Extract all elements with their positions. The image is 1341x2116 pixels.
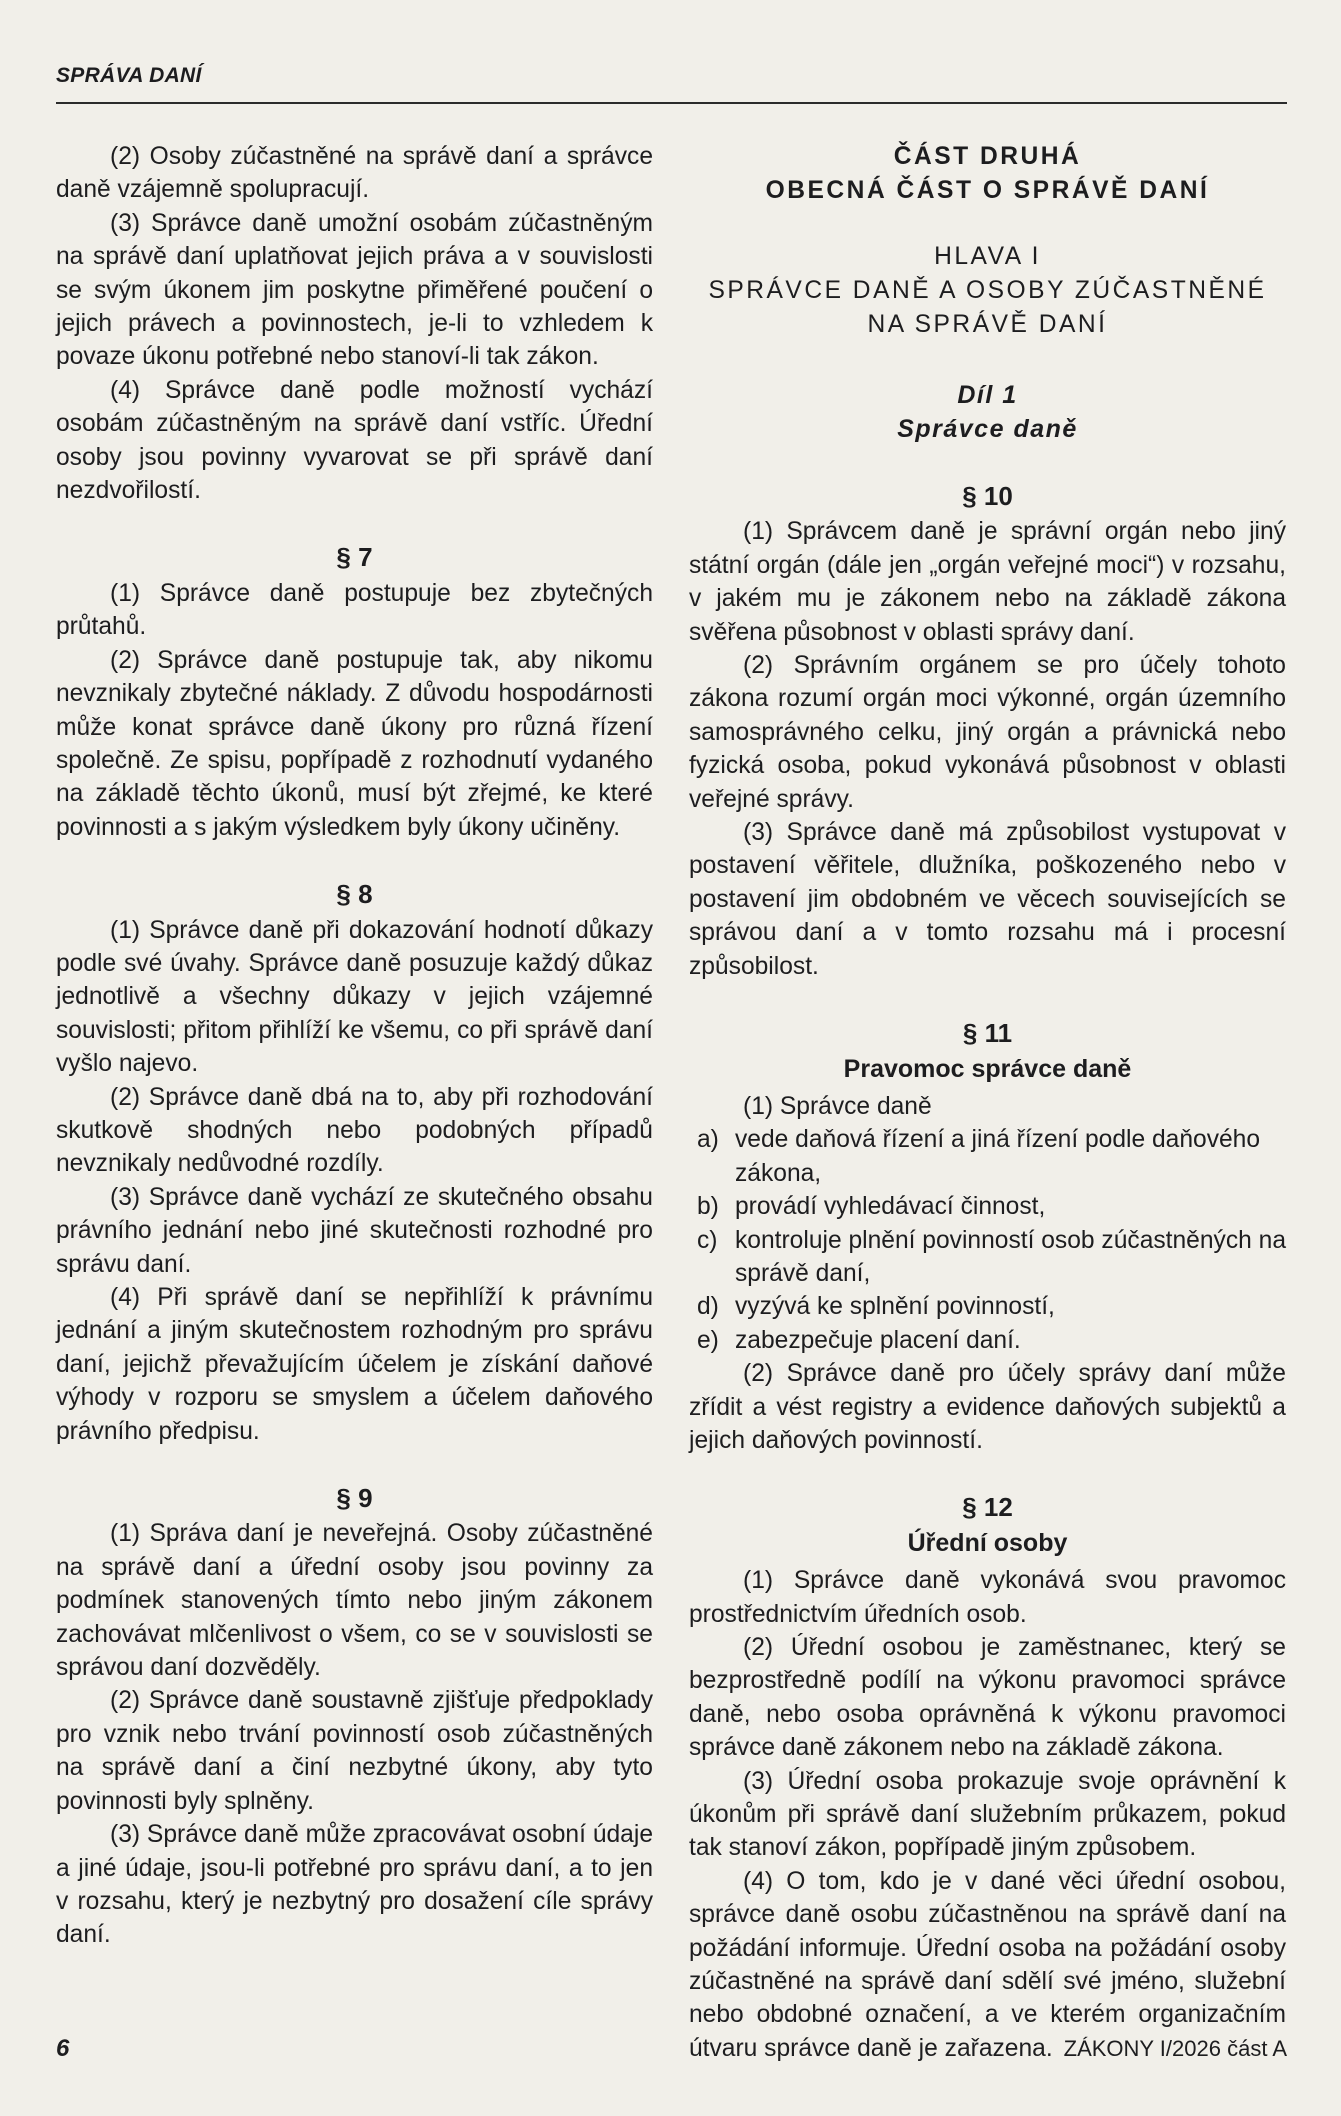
paragraph-10-3: (3) Správce daně má způsobilost vystupovat v postavení věřitele, dlužníka, poškozeného nebo v postavení jim obdobném ve věcech souvisejících se správou daní a v tomto rozsahu má i procesní způsobilost.: [689, 819, 1286, 980]
section-7-heading: § 7: [336, 542, 373, 573]
paragraph-11-1-intro: (1) Správce daně: [743, 1092, 932, 1120]
section-12-title: Úřední osoby: [907, 1528, 1068, 1557]
paragraph-8-2: (2) Správce daně dbá na to, aby při rozhodování skutkově shodných nebo podobných případů nevznikaly nedůvodné rozdíly.: [56, 1083, 653, 1178]
list-item: [689, 1290, 1286, 1323]
text-columns: [56, 140, 1287, 2065]
list-item-marker: b): [697, 1193, 719, 1221]
page-number: 6: [56, 2035, 70, 2062]
paragraph-7-2: (2) Správce daně postupuje tak, aby nikomu nevznikaly zbytečné náklady. Z důvodu hospodárnosti může konat správce daně úkony pro různá řízení společně. Ze spisu, popřípadě z rozhodnutí vydaného na základě těchto úkonů, musí být zřejmé, ke které povinnosti a s jakým výsledkem byly úkony učiněny.: [56, 646, 653, 841]
paragraph-12-1: (1) Správce daně vykonává svou pravomoc prostřednictvím úředních osob.: [689, 1567, 1286, 1628]
list-item-text: zabezpečuje placení daní.: [735, 1326, 1021, 1354]
paragraph-9-1: (1) Správa daní je neveřejná. Osoby zúčastněné na správě daní a úřední osoby jsou povinny za podmínek stanovených tímto nebo jiným zákonem zachovávat mlčenlivost o všem, co se v souvislosti se správou daní dozvěděly.: [56, 1520, 653, 1682]
paragraph-6-2: (2) Osoby zúčastněné na správě daní a správce daně vzájemně spolupracují.: [56, 143, 653, 204]
paragraph-12-4: (4) O tom, kdo je v dané věci úřední osobou, správce daně osobu zúčastněnou na správě daní na požádání informuje. Úřední osoba na požádání osoby zúčastněné na správě daní sdělí své jméno, služební nebo obdobné označení, a ve kterém organizačním útvaru správce daně je zařazena.: [689, 1867, 1286, 2062]
section-12-heading: § 12: [962, 1492, 1013, 1523]
list-item-text: provádí vyhledávací činnost,: [735, 1193, 1046, 1221]
list-item-marker: d): [697, 1293, 719, 1321]
list-item-marker: c): [697, 1226, 718, 1254]
list-item: [689, 1123, 1286, 1190]
list-item-text: vyzývá ke splnění povinností,: [735, 1293, 1055, 1321]
page-footer: [56, 2035, 1287, 2063]
list-item-text: vede daňová řízení a jiná řízení podle daňového zákona,: [735, 1126, 1261, 1187]
paragraph-8-4: (4) Při správě daní se nepřihlíží k právnímu jednání a jiným skutečnostem rozhodným pro správu daní, jejichž převažujícím účelem je získání daňové výhody v rozporu se smyslem a účelem daňového právního předpisu.: [56, 1284, 653, 1445]
chapter-heading-number: HLAVA I: [934, 243, 1041, 270]
list-item-text: kontroluje plnění povinností osob zúčastněných na správě daní,: [735, 1226, 1286, 1287]
chapter-heading-title-2: NA SPRÁVĚ DANÍ: [867, 311, 1108, 338]
paragraph-8-1: (1) Správce daně při dokazování hodnotí důkazy podle své úvahy. Správce daně posuzuje každý důkaz jednotlivě a všechny důkazy v jejich vzájemné souvislosti; přitom přihlíží ke všemu, co při správě daní vyšlo najevo.: [56, 916, 653, 1078]
paragraph-11-2: (2) Správce daně pro účely správy daní může zřídit a vést registry a evidence daňových subjektů a jejich daňových povinností.: [689, 1360, 1286, 1454]
paragraph-10-1: (1) Správcem daně je správní orgán nebo jiný státní orgán (dále jen „orgán veřejné moci“) v rozsahu, v jakém mu je zákonem nebo na základě zákona svěřena působnost v oblasti správy daní.: [689, 518, 1286, 646]
section-11-title: Pravomoc správce daně: [843, 1054, 1132, 1083]
list-item: [689, 1190, 1286, 1223]
right-column: [689, 140, 1286, 2065]
section-8-heading: § 8: [336, 879, 373, 910]
paragraph-9-2: (2) Správce daně soustavně zjišťuje předpoklady pro vznik nebo trvání povinností osob zúčastněných na správě daní a činí nezbytné úkony, aby tyto povinnosti byly splněny.: [56, 1687, 653, 1815]
paragraph-10-2: (2) Správním orgánem se pro účely tohoto zákona rozumí orgán moci výkonné, orgán územního samosprávného celku, jiný orgán a právnická nebo fyzická osoba, pokud vykonává působnost v oblasti veřejné správy.: [689, 652, 1286, 813]
paragraph-8-3: (3) Správce daně vychází ze skutečného obsahu právního jednání nebo jiné skutečnosti rozhodné pro správu daní.: [56, 1183, 653, 1278]
paragraph-6-4: (4) Správce daně podle možností vychází osobám zúčastněným na správě daní vstříc. Úřední osoby jsou povinny vyvarovat se při správě daní nezdvořilostí.: [56, 376, 653, 505]
left-column: [56, 140, 653, 2065]
section-9-heading: § 9: [336, 1483, 373, 1514]
paragraph-12-3: (3) Úřední osoba prokazuje svoje oprávnění k úkonům při správě daní služebním průkazem, pokud tak stanoví zákon, popřípadě jiným způsobem.: [689, 1767, 1286, 1862]
list-item: [689, 1324, 1286, 1357]
paragraph-9-3: (3) Správce daně může zpracovávat osobní údaje a jiné údaje, jsou-li potřebné pro správu daní, a to jen v rozsahu, který je nezbytný pro dosažení cíle správy daní.: [56, 1821, 653, 1949]
paragraph-12-2: (2) Úřední osobou je zaměstnanec, který se bezprostředně podílí na výkonu pravomoci správce daně, nebo osoba oprávněná k výkonu pravomoci správce daně zákonem nebo na základě zákona.: [689, 1634, 1286, 1762]
publication-title: ZÁKONY I/2026 část A: [1063, 2036, 1287, 2061]
section-10-heading: § 10: [962, 481, 1013, 511]
part-heading-number: ČÁST DRUHÁ: [893, 143, 1082, 170]
part-heading-title: OBECNÁ ČÁST O SPRÁVĚ DANÍ: [765, 177, 1210, 204]
header-rule: [56, 102, 1287, 104]
section-11-list: [689, 1123, 1286, 1357]
list-item-marker: a): [697, 1126, 719, 1154]
paragraph-7-1: (1) Správce daně postupuje bez zbytečných průtahů.: [56, 579, 653, 641]
chapter-heading-title-1: SPRÁVCE DANĚ A OSOBY ZÚČASTNĚNÉ: [708, 277, 1267, 304]
section-11-heading: § 11: [962, 1018, 1013, 1049]
division-heading-title: Správce daně: [897, 415, 1078, 443]
division-heading-number: Díl 1: [957, 381, 1018, 409]
paragraph-6-3: (3) Správce daně umožní osobám zúčastněným na správě daní uplatňovat jejich práva a v souvislosti se svým úkonem jim poskytne přiměřené poučení o jejich právech a povinnostech, je-li to vzhledem k povaze úkonu potřebné nebo stanoví-li tak zákon.: [56, 209, 653, 371]
list-item: [689, 1224, 1286, 1291]
running-title: SPRÁVA DANÍ: [56, 64, 202, 87]
list-item-marker: e): [697, 1326, 719, 1354]
